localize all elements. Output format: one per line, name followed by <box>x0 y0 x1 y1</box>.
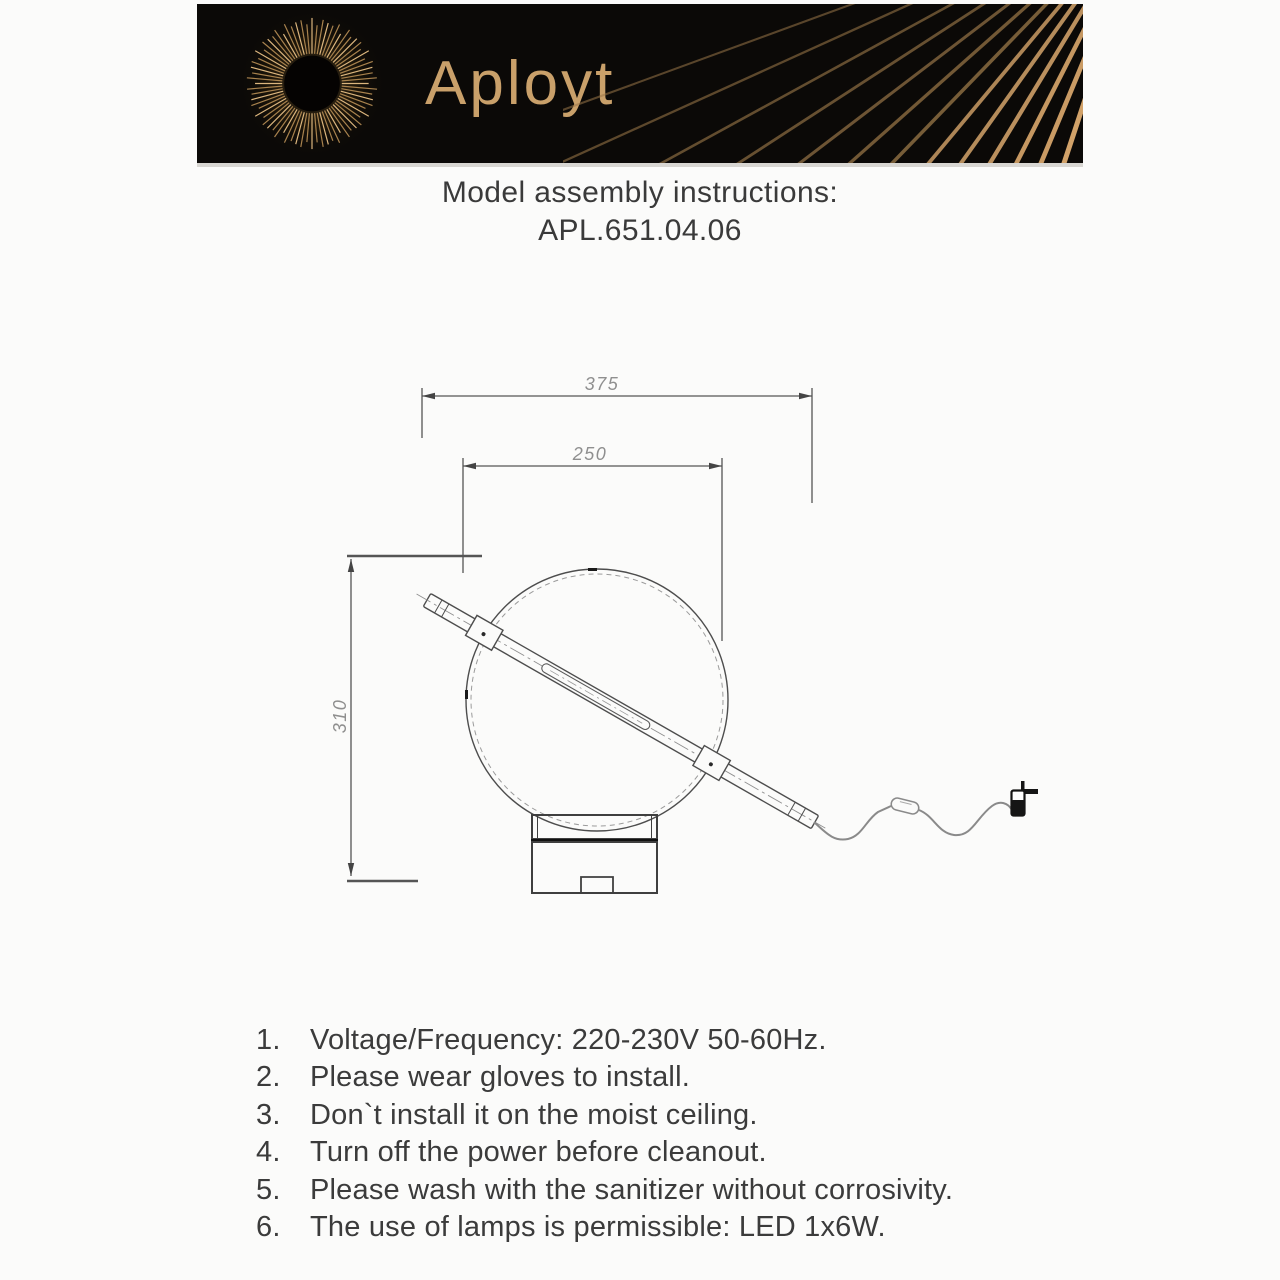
list-item <box>256 1134 1086 1171</box>
cord-switch <box>890 797 920 815</box>
item-text: Don`t install it on the moist ceiling. <box>310 1098 758 1131</box>
item-text: Voltage/Frequency: 220-230V 50-60Hz. <box>310 1024 827 1056</box>
dim-310-label: 310 <box>330 698 350 734</box>
rod-led-slot <box>540 662 651 731</box>
item-text: Please wear gloves to install. <box>310 1061 690 1094</box>
lamp-base <box>531 815 658 893</box>
item-number: 4. <box>256 1136 281 1169</box>
item-text: The use of lamps is permissible: LED 1x6W. <box>310 1211 886 1244</box>
list-item <box>256 1097 1086 1134</box>
item-number: 1. <box>256 1024 281 1056</box>
dim-375-label: 375 <box>584 374 620 394</box>
item-number: 6. <box>256 1211 281 1244</box>
list-item <box>256 1022 1086 1059</box>
model-number: APL.651.04.06 <box>538 214 742 247</box>
item-number: 3. <box>256 1098 281 1131</box>
lamp-rod <box>411 584 831 838</box>
item-number: 2. <box>256 1061 281 1094</box>
list-item <box>256 1172 1086 1209</box>
item-text: Please wash with the sanitizer without corrosivity. <box>310 1173 954 1206</box>
list-item <box>256 1059 1086 1096</box>
dimension-arrowheads <box>348 393 812 876</box>
power-plug-icon <box>1012 781 1039 816</box>
brand-name: Aployt <box>425 49 616 118</box>
item-number: 5. <box>256 1173 281 1206</box>
item-text: Turn off the power before cleanout. <box>310 1136 767 1169</box>
dim-250-label: 250 <box>572 444 608 464</box>
instructions-list <box>256 1022 1086 1246</box>
list-item <box>256 1209 1086 1246</box>
page-title: Model assembly instructions: <box>441 176 839 209</box>
